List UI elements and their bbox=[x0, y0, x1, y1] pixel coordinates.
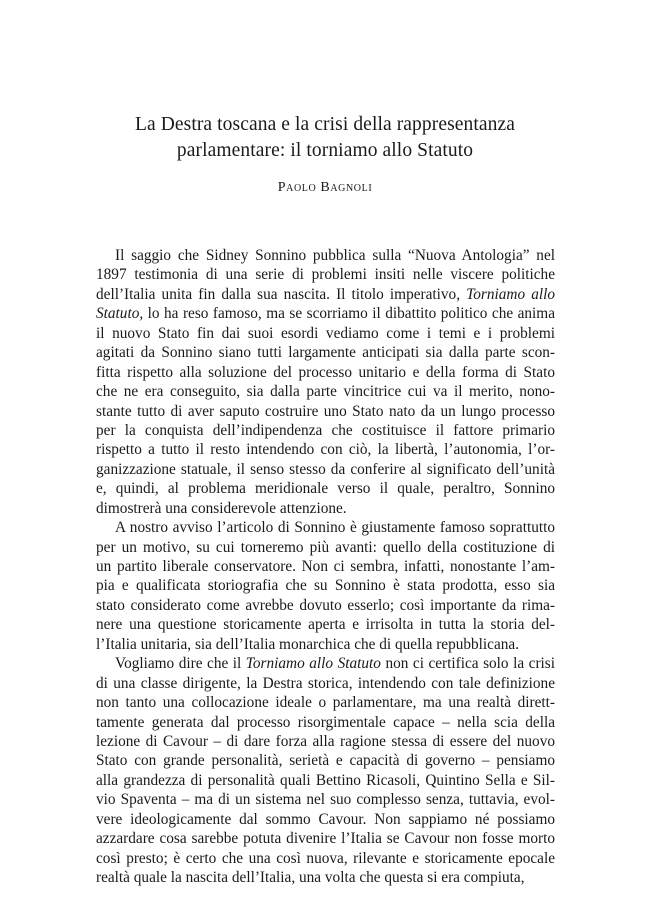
text-segment: stante tutto di aver saputo costruire uno Stato nato da un lungo processo bbox=[96, 402, 555, 420]
text-line bbox=[96, 771, 555, 790]
text-segment: Il saggio che Sidney Sonnino pubblica sulla “Nuova Antologia” nel bbox=[115, 247, 555, 264]
text-line bbox=[96, 713, 555, 732]
text-segment: A nostro avviso l’articolo di Sonnino è giustamente famoso soprattutto bbox=[115, 519, 555, 537]
text-segment: agitati da Sonnino siano tutti largamente anticipati sia dalla parte scon- bbox=[96, 344, 555, 362]
text-segment: vere ideologicamente dal sommo Cavour. Non sappiamo né possiamo bbox=[96, 810, 555, 828]
text-line bbox=[96, 615, 555, 634]
text-line bbox=[96, 285, 555, 304]
text-segment: realtà quale la nascita dell’Italia, una volta che questa si era compiuta, bbox=[96, 869, 525, 886]
text-line bbox=[96, 849, 555, 868]
text-segment: il nuovo Stato fin dai suoi esordi vediamo come i temi e i problemi bbox=[96, 324, 555, 342]
text-segment: per la conquista dell’indipendenza che costituisce il fattore primario bbox=[96, 421, 555, 439]
text-line bbox=[96, 382, 555, 401]
text-segment: alla grandezza di personalità quali Bettino Ricasoli, Quintino Sella e Sil- bbox=[96, 771, 555, 789]
article-title bbox=[0, 112, 650, 164]
paragraph bbox=[96, 518, 555, 654]
text-line bbox=[96, 810, 555, 829]
text-segment: e, quindi, al problema meridionale verso il quale, peraltro, Sonnino bbox=[96, 480, 555, 498]
author-name: Paolo Bagnoli bbox=[277, 180, 373, 195]
text-line bbox=[96, 751, 555, 770]
text-segment: nere una questione storicamente aperta e irrisolta in tutta la storia del- bbox=[96, 616, 555, 634]
text-line bbox=[96, 635, 555, 654]
text-segment: stato considerato come avrebbe dovuto esserlo; così importante da rima- bbox=[96, 596, 555, 614]
text-segment: tamente generata dal processo risorgimentale capace – nella scia della bbox=[96, 713, 555, 731]
text-segment: azzardare cosa sarebbe potuta divenire l’Italia se Cavour non fosse morto bbox=[96, 830, 555, 848]
text-segment: non tanto una collocazione ideale o parlamentare, ma una realtà dirett- bbox=[96, 694, 555, 712]
text-line bbox=[96, 538, 555, 557]
text-segment: lo ha reso famoso, ma se scorriamo il dibattito politico che anima bbox=[143, 305, 555, 323]
text-line bbox=[96, 654, 555, 673]
text-segment: lezione di Cavour – di dare forza alla ragione stessa di essere del nuovo bbox=[96, 732, 555, 750]
text-segment: che ne era conseguito, sia dalla parte vincitrice cui va il merito, nono- bbox=[96, 383, 555, 401]
text-line bbox=[96, 693, 555, 712]
text-line bbox=[96, 246, 555, 265]
text-segment: 1897 testimonia di una serie di problemi insiti nelle viscere politiche bbox=[96, 266, 555, 284]
text-line bbox=[96, 479, 555, 498]
text-line bbox=[96, 324, 555, 343]
paragraph bbox=[96, 654, 555, 887]
text-line bbox=[96, 518, 555, 537]
text-line bbox=[96, 363, 555, 382]
text-segment: l’Italia unitaria, sia dell’Italia monarchica che di quella repubblicana. bbox=[96, 635, 520, 653]
text-line bbox=[96, 343, 555, 362]
text-line bbox=[96, 596, 555, 615]
text-segment: fitta rispetto alla soluzione del processo unitario e della forma di Stato bbox=[96, 363, 555, 381]
text-segment: Stato con grande personalità, serietà e capacità di governo – pensiamo bbox=[96, 752, 555, 770]
text-line bbox=[96, 790, 555, 809]
text-segment: un partito liberale conservatore. Non ci sembra, infatti, nonostante l’am- bbox=[96, 558, 555, 575]
text-line bbox=[96, 460, 555, 479]
text-line bbox=[96, 557, 555, 576]
text-segment: per un motivo, su cui torneremo più avanti: quello della costituzione di bbox=[96, 538, 555, 556]
title-line-1: La Destra toscana e la crisi della rappresentanza bbox=[134, 114, 516, 135]
text-segment: non ci certifica solo la crisi bbox=[380, 655, 555, 673]
article-body bbox=[96, 246, 555, 887]
text-line bbox=[96, 576, 555, 595]
text-segment: dell’Italia unita fin dalla sua nascita. Il titolo imperativo, bbox=[96, 285, 467, 303]
text-segment: ganizzazione statuale, il senso stesso da conferire al significato dell’unità bbox=[96, 460, 555, 478]
text-line bbox=[96, 421, 555, 440]
title-line-2: parlamentare: il torniamo allo Statuto bbox=[176, 140, 474, 161]
text-segment: Vogliamo dire che il bbox=[115, 655, 246, 673]
text-line bbox=[96, 265, 555, 284]
italic-title-ref: Torniamo allo bbox=[466, 285, 555, 303]
text-segment: vio Spaventa – ma di un sistema nel suo complesso senza, tuttavia, evol- bbox=[96, 791, 555, 809]
text-line bbox=[96, 829, 555, 848]
text-line bbox=[96, 868, 555, 887]
italic-title-ref: Statuto, bbox=[96, 305, 144, 323]
text-line bbox=[96, 440, 555, 459]
text-line bbox=[96, 402, 555, 421]
text-line bbox=[96, 674, 555, 693]
italic-title-ref: Torniamo allo Statuto bbox=[245, 655, 381, 673]
text-line bbox=[96, 304, 555, 323]
text-segment: di una classe dirigente, la Destra storica, intendendo con tale definizione bbox=[96, 674, 555, 692]
paragraph bbox=[96, 246, 555, 518]
text-segment: dimostrerà una considerevole attenzione. bbox=[96, 499, 347, 517]
text-line bbox=[96, 499, 555, 518]
text-line bbox=[96, 732, 555, 751]
text-segment: pia e qualificata storiografia che su Sonnino è stata prodotta, esso sia bbox=[96, 577, 555, 595]
text-segment: così presto; è certo che una così nuova, rilevante e storicamente epocale bbox=[96, 849, 555, 867]
text-segment: rispetto a tutto il resto intendendo con ciò, la libertà, l’autonomia, l’or- bbox=[96, 441, 555, 459]
